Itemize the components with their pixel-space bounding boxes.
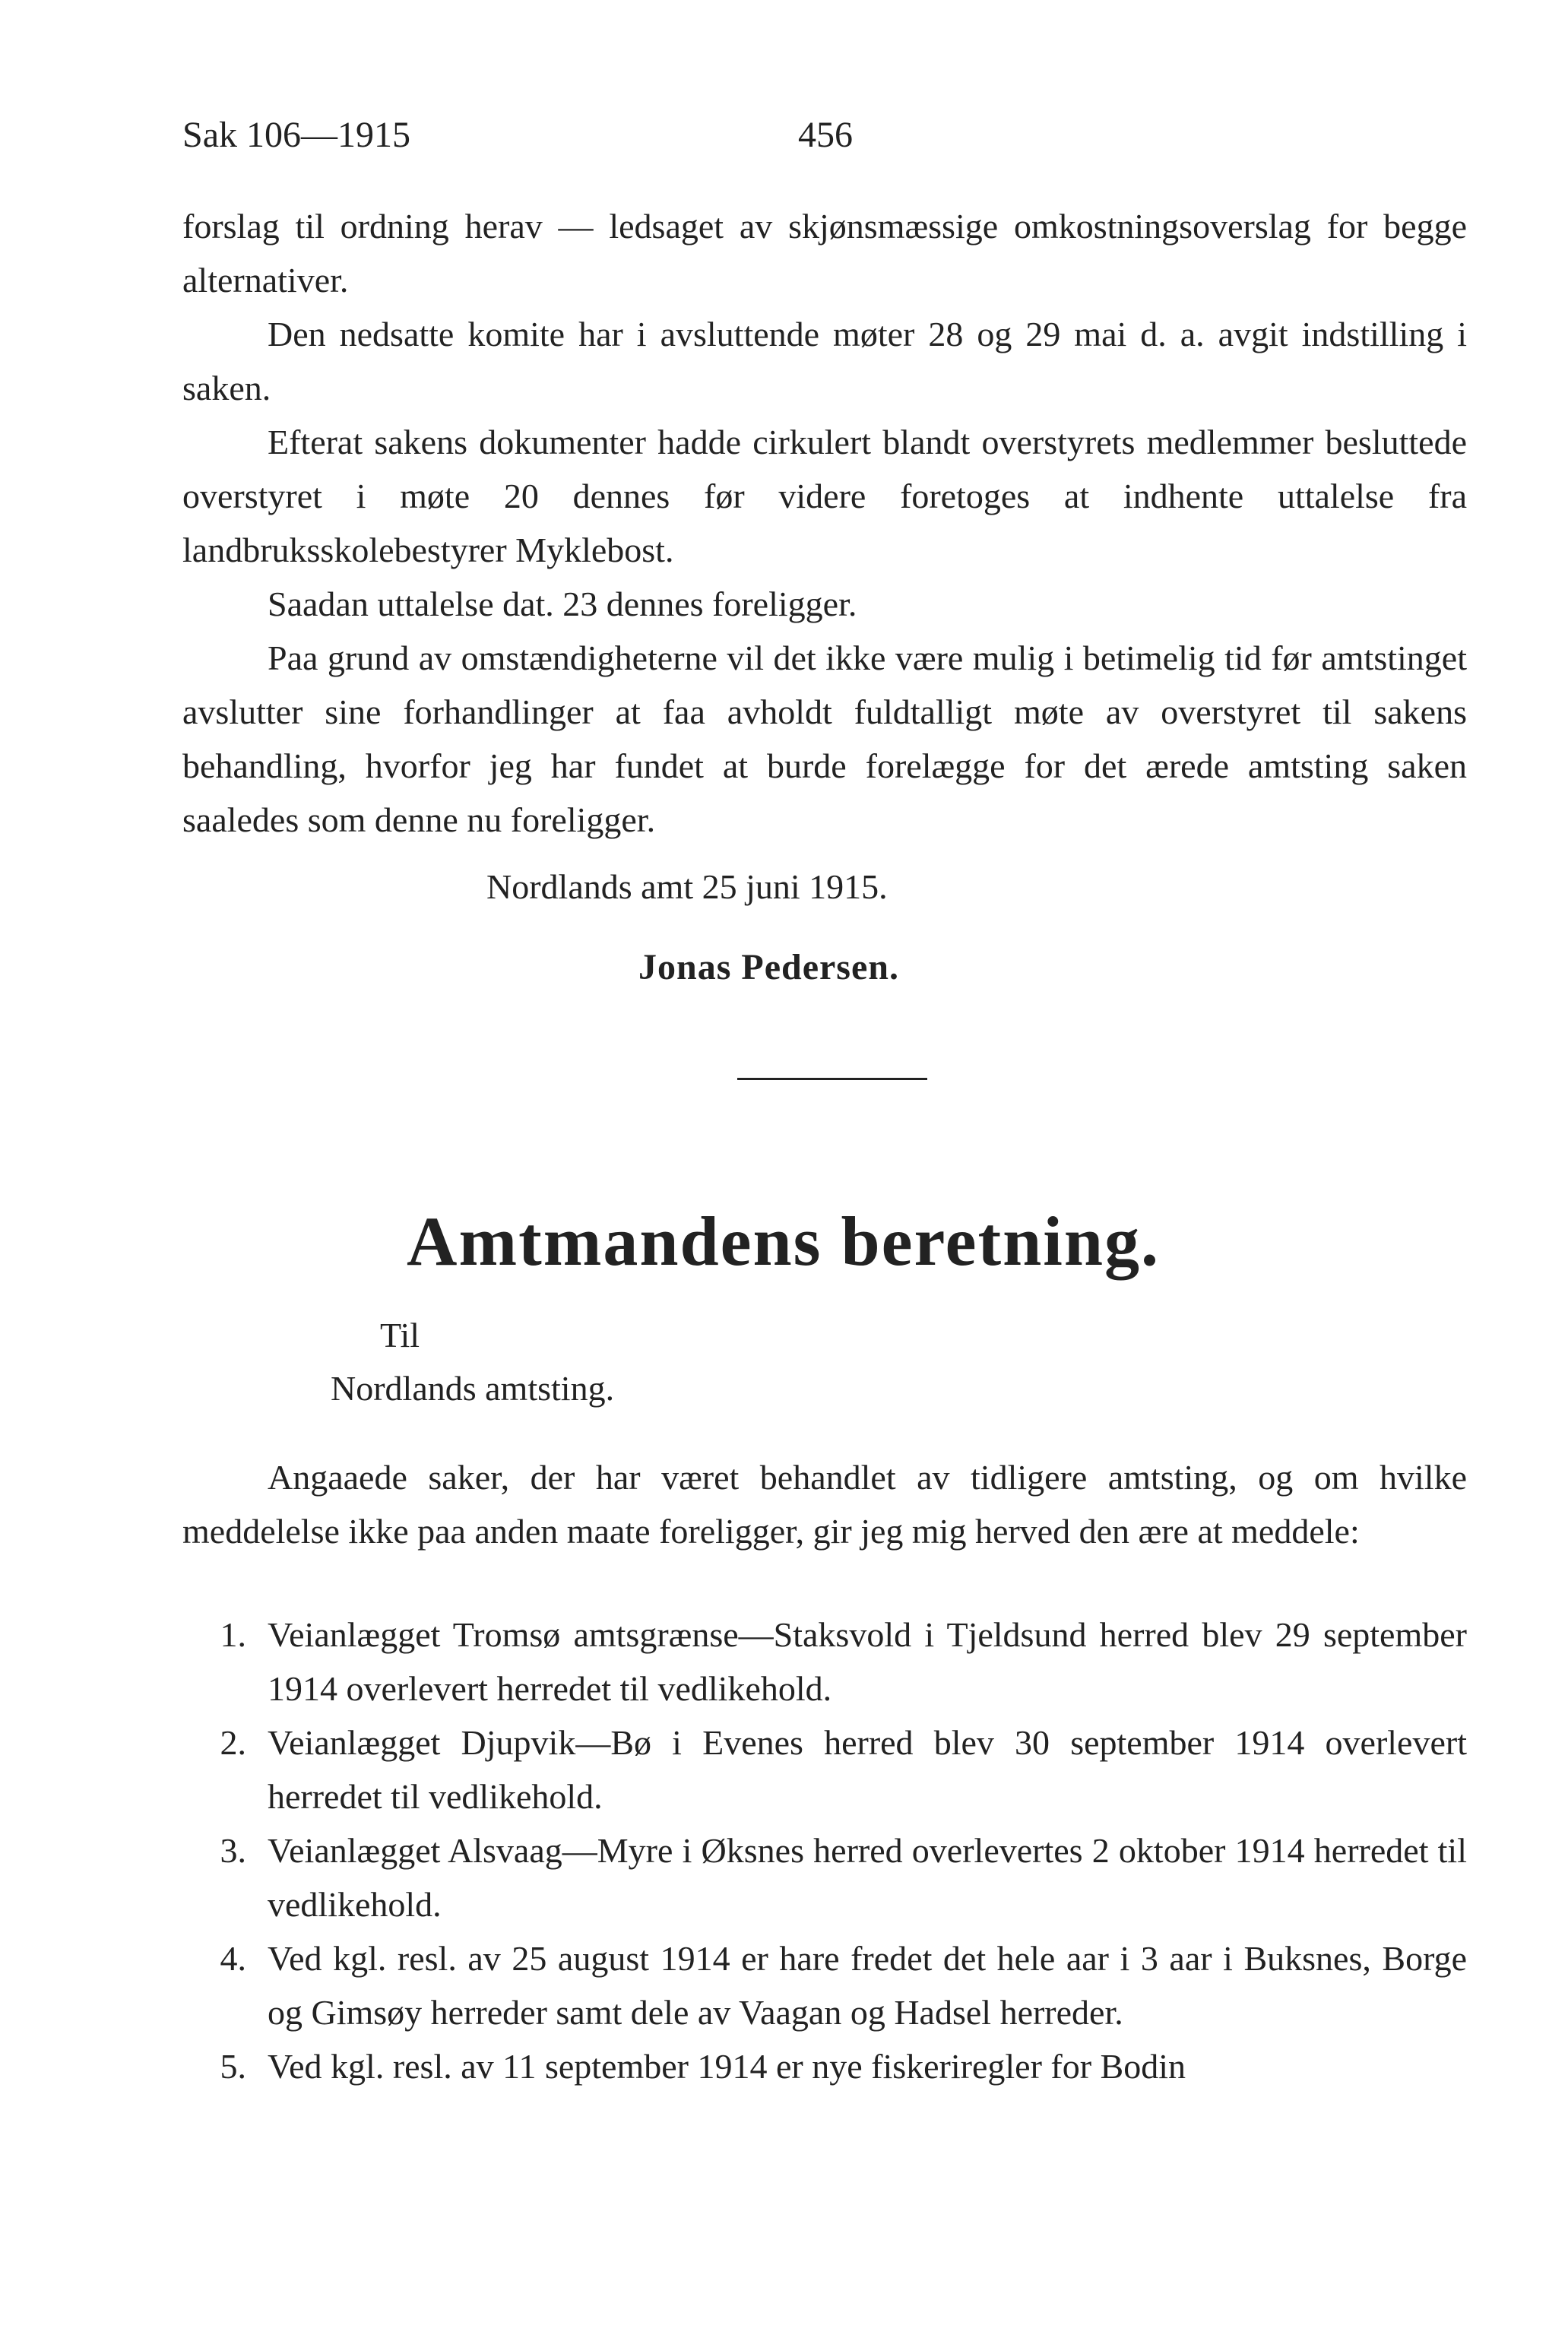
letter-paragraph: Saadan uttalelse dat. 23 dennes foreligger. [268, 585, 857, 623]
section-title: Amtmandens beretning. [407, 1202, 1161, 1280]
signature: Jonas Pedersen. [638, 947, 899, 987]
list-item-text: Ved kgl. resl. av 25 august 1914 er hare fredet det hele aar i 3 aar i Buksnes, Borge og Gimsøy herreder samt dele av Vaagan og Hadsel herreder. [268, 1939, 1467, 2032]
list-item-text: Veianlægget Alsvaag—Myre i Øksnes herred overlevertes 2 oktober 1914 herredet til vedlikehold. [268, 1831, 1467, 1924]
intro-paragraph: Angaaede saker, der har været behandlet av tidligere amtsting, og om hvilke meddelelse ikke paa anden maate foreligger, gir jeg mig herved den ære at meddele: [182, 1458, 1467, 1551]
list-item [182, 1823, 1467, 1931]
letter-paragraph: forslag til ordning herav — ledsaget av skjønsmæssige omkostningsoverslag for begge alternativer. [182, 207, 1467, 299]
letter-paragraph: Den nedsatte komite har i avsluttende møter 28 og 29 mai d. a. avgit indstilling i saken. [182, 315, 1467, 407]
list-item-number: 3. [220, 1831, 246, 1870]
list-item [182, 2039, 1467, 2093]
running-head: Sak 106—1915 [182, 115, 410, 155]
list-item [182, 1716, 1467, 1823]
report-list [182, 1608, 1467, 2093]
list-item-text: Veianlægget Tromsø amtsgrænse—Staksvold i Tjeldsund herred blev 29 september 1914 overlevert herredet til vedlikehold. [268, 1615, 1467, 1708]
list-item-number: 4. [220, 1939, 246, 1978]
page-header [182, 114, 1467, 167]
list-item-number: 5. [220, 2047, 246, 2086]
list-item-number: 1. [220, 1615, 246, 1654]
letter-paragraph: Paa grund av omstændigheterne vil det ikke være mulig i betimelig tid før amtstinget avslutter sine forhandlinger at faa avholdt fuldtalligt møte av overstyret til sakens behandling, hvorfor jeg har fundet at burde forelægge for det ærede amtsting saken saaledes som denne nu foreligger. [182, 638, 1467, 839]
closing-date: Nordlands amt 25 juni 1915. [486, 867, 888, 906]
report-intro [182, 1450, 1467, 1558]
list-item [182, 1931, 1467, 2039]
list-item-number: 2. [220, 1723, 246, 1762]
letter-body [182, 199, 1467, 847]
list-item-text: Ved kgl. resl. av 11 september 1914 er nye fiskeriregler for Bodin [268, 2047, 1186, 2086]
address-line-recipient: Nordlands amtsting. [331, 1369, 615, 1408]
section-divider [737, 1078, 927, 1080]
list-item [182, 1608, 1467, 1716]
address-line-to: Til [380, 1316, 420, 1354]
letter-paragraph: Efterat sakens dokumenter hadde cirkulert blandt overstyrets medlemmer besluttede overstyret i møte 20 dennes før videre foretoges at indhente uttalelse fra landbruksskolebestyrer Myklebost. [182, 423, 1467, 569]
list-item-text: Veianlægget Djupvik—Bø i Evenes herred blev 30 september 1914 overlevert herredet til vedlikehold. [268, 1723, 1467, 1816]
page-number: 456 [798, 115, 853, 155]
